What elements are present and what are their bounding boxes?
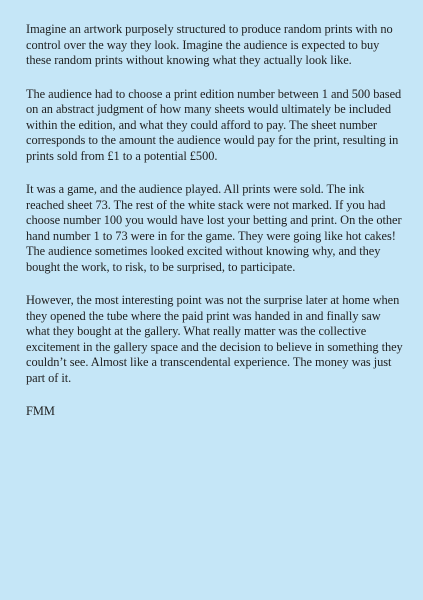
paragraph-1: Imagine an artwork purposely structured to produce random prints with no control over the way they look. Imagine the audience is expected to buy these random prints without knowing what they actually look like. [26, 22, 393, 67]
paragraph-3: It was a game, and the audience played. All prints were sold. The ink reached sheet 73. The rest of the white stack were not marked. If you had choose number 100 you would have lost your betting and print. On the other hand number 1 to 73 were in for the game. They were going like hot cakes! The audience sometimes looked excited without knowing why, and they bought the work, to risk, to be surprised, to participate. [26, 182, 402, 274]
paragraph-4: However, the most interesting point was not the surprise later at home when they opened the tube where the paid print was handed in and finally saw what they bought at the gallery. What really matter was the collective excitement in the gallery space and the decision to believe in something they couldn’t see. Almost like a transcendental experience. The money was just part of it. [26, 293, 403, 385]
author-signature: FMM [26, 404, 55, 418]
paragraph-2: The audience had to choose a print edition number between 1 and 500 based on an abstract judgment of how many sheets would ultimately be included within the edition, and what they could afford to pay. The sheet number corresponds to the amount the audience would pay for the print, resulting in prints sold from £1 to a potential £500. [26, 86, 402, 163]
